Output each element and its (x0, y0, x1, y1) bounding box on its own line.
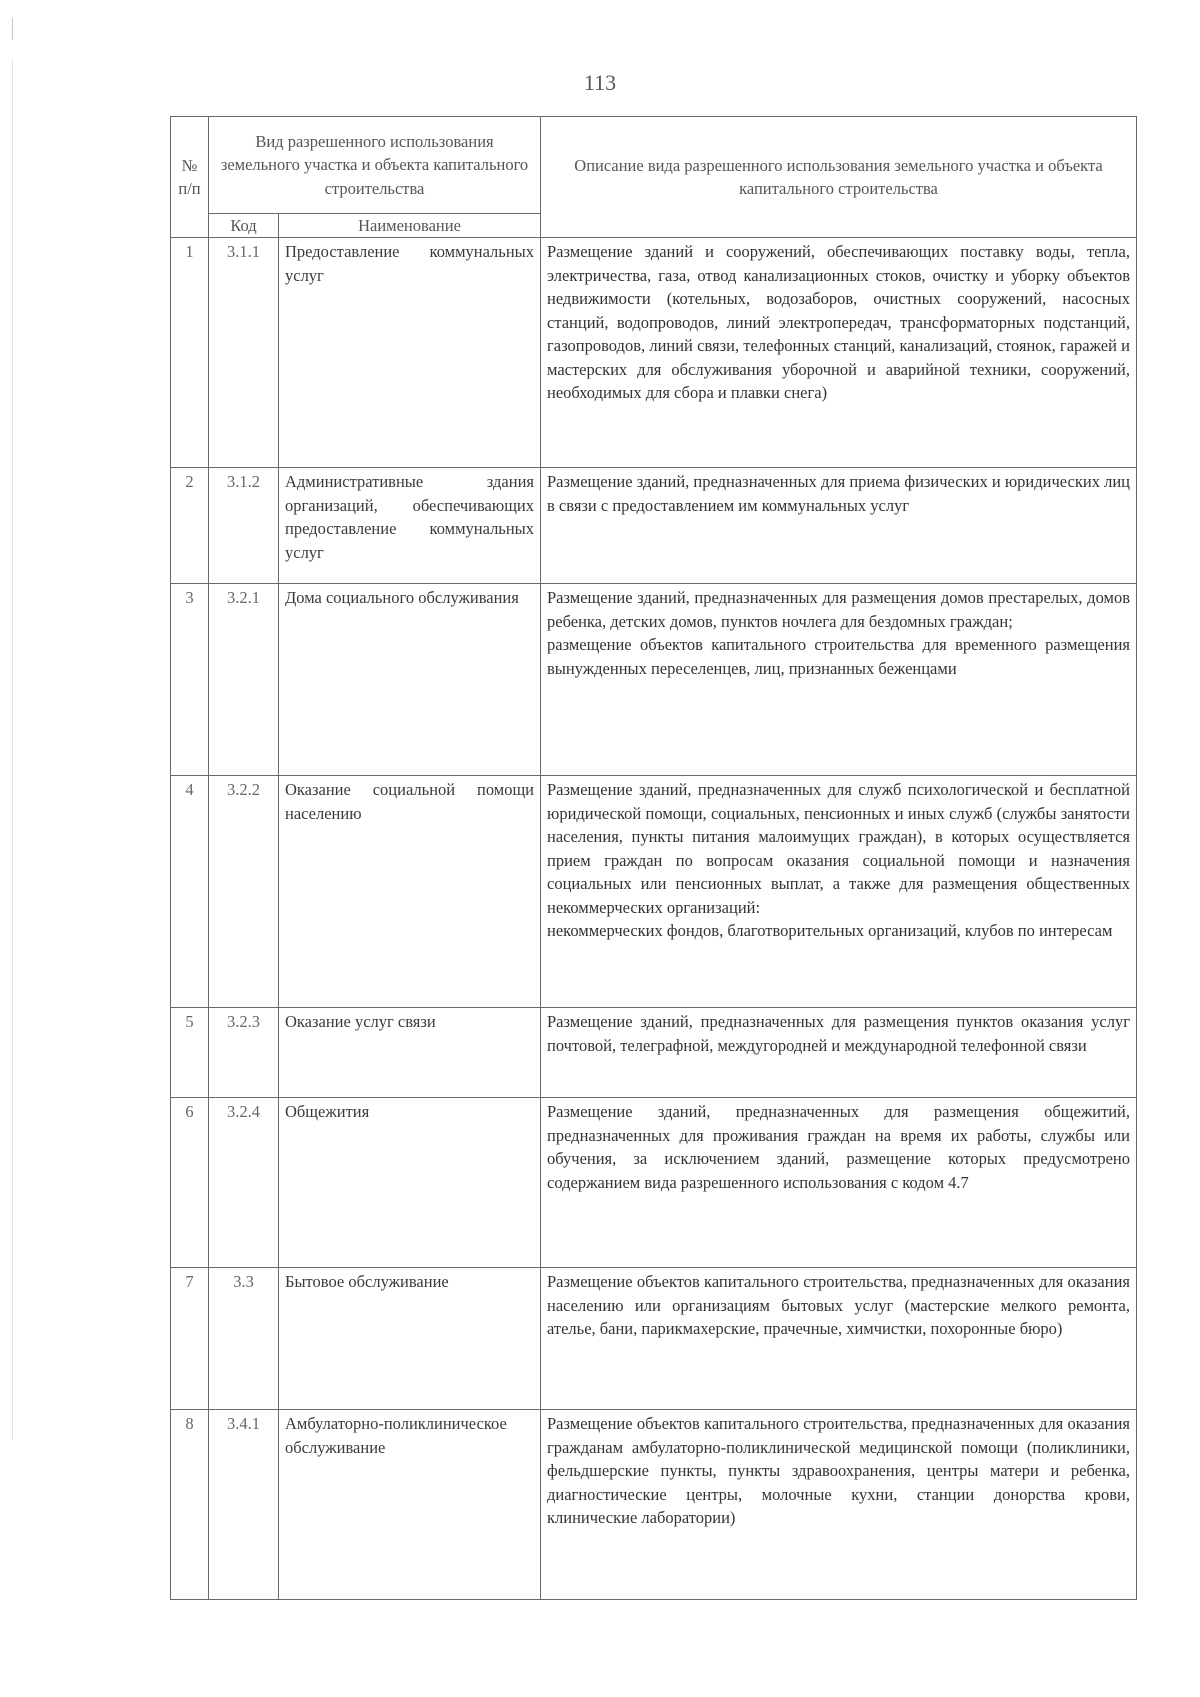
description-paragraph: Размещение зданий, предназначенных для размещения пунктов оказания услуг почтовой, телеграфной, междугородней и международной телефонной связи (547, 1012, 1130, 1055)
row-num: 4 (171, 776, 209, 1008)
row-code: 3.4.1 (209, 1410, 279, 1600)
description-paragraph: Размещение зданий, предназначенных для размещения общежитий, предназначенных для проживания граждан на время их работы, службы или обучения, за исключением зданий, размещение которых предусмотрено содержанием вида разрешенного использования с кодом 4.7 (547, 1102, 1130, 1192)
row-name: Предоставление коммунальных услуг (279, 238, 541, 468)
description-paragraph: Размещение зданий, предназначенных для приема физических и юридических лиц в связи с предоставлением им коммунальных услуг (547, 472, 1130, 515)
row-name: Оказание социальной помощи населению (279, 776, 541, 1008)
row-description (541, 238, 1137, 468)
table-row (171, 1410, 1137, 1600)
page-number: 113 (583, 70, 617, 95)
row-description (541, 468, 1137, 584)
table-header (171, 117, 1137, 238)
row-description (541, 1410, 1137, 1600)
table-row (171, 1098, 1137, 1268)
description-paragraph: Размещение зданий, предназначенных для размещения домов престарелых, домов ребенка, детских домов, пунктов ночлега для бездомных граждан; (547, 588, 1130, 631)
row-description (541, 776, 1137, 1008)
table-row (171, 238, 1137, 468)
description-paragraph: размещение объектов капитального строительства для временного размещения вынужденных переселенцев, лиц, признанных беженцами (547, 635, 1130, 678)
row-num: 8 (171, 1410, 209, 1600)
table-row (171, 468, 1137, 584)
header-description: Описание вида разрешенного использования земельного участка и объекта капитального строительства (541, 117, 1137, 238)
table-row (171, 1268, 1137, 1410)
table-body (171, 238, 1137, 1600)
row-description (541, 1008, 1137, 1098)
table-row (171, 584, 1137, 776)
table-row (171, 776, 1137, 1008)
row-name: Дома социального обслуживания (279, 584, 541, 776)
description-paragraph: Размещение объектов капитального строительства, предназначенных для оказания гражданам амбулаторно-поликлинической медицинской помощи (поликлиники, фельдшерские пункты, пункты здравоохранения, центры матери и ребенка, диагностические центры, молочные кухни, станции донорства крови, клинические лаборатории) (547, 1414, 1130, 1528)
row-name: Оказание услуг связи (279, 1008, 541, 1098)
row-num: 7 (171, 1268, 209, 1410)
header-code: Код (209, 214, 279, 238)
row-name: Общежития (279, 1098, 541, 1268)
row-code: 3.3 (209, 1268, 279, 1410)
scan-edge-mark (12, 18, 13, 40)
header-name: Наименование (279, 214, 541, 238)
row-code: 3.2.3 (209, 1008, 279, 1098)
row-description (541, 1268, 1137, 1410)
row-num: 6 (171, 1098, 209, 1268)
row-description (541, 584, 1137, 776)
header-num: № п/п (171, 117, 209, 238)
description-paragraph: Размещение объектов капитального строительства, предназначенных для оказания населению или организациям бытовых услуг (мастерские мелкого ремонта, ателье, бани, парикмахерские, прачечные, химчистки, похоронные бюро) (547, 1272, 1130, 1339)
row-code: 3.1.2 (209, 468, 279, 584)
row-name: Административные здания организаций, обеспечивающих предоставление коммунальных услуг (279, 468, 541, 584)
header-type-group: Вид разрешенного использования земельного участка и объекта капитального строительства (209, 117, 541, 214)
row-description (541, 1098, 1137, 1268)
row-num: 2 (171, 468, 209, 584)
row-name: Бытовое обслуживание (279, 1268, 541, 1410)
row-name: Амбулаторно-поликлиническое обслуживание (279, 1410, 541, 1600)
description-paragraph: Размещение зданий и сооружений, обеспечивающих поставку воды, тепла, электричества, газа, отвод канализационных стоков, очистку и уборку объектов недвижимости (котельных, водозаборов, очистных сооружений, насосных станций, водопроводов, линий электропередач, трансформаторных подстанций, газопроводов, линий связи, телефонных станций, канализаций, стоянок, гаражей и мастерских для обслуживания уборочной и аварийной техники, сооружений, необходимых для сбора и плавки снега) (547, 242, 1130, 402)
description-paragraph: Размещение зданий, предназначенных для служб психологической и бесплатной юридической помощи, социальных, пенсионных и иных служб (службы занятости населения, пункты питания малоимущих граждан), в которых осуществляется прием граждан по вопросам оказания социальной помощи и назначения социальных или пенсионных выплат, а также для размещения общественных некоммерческих организаций: (547, 780, 1130, 917)
scan-edge-mark (12, 60, 13, 1440)
row-num: 5 (171, 1008, 209, 1098)
description-paragraph: некоммерческих фондов, благотворительных организаций, клубов по интересам (547, 920, 1113, 940)
table-row (171, 1008, 1137, 1098)
row-num: 1 (171, 238, 209, 468)
row-code: 3.2.2 (209, 776, 279, 1008)
land-use-table (170, 116, 1137, 1600)
row-code: 3.1.1 (209, 238, 279, 468)
row-num: 3 (171, 584, 209, 776)
row-code: 3.2.4 (209, 1098, 279, 1268)
row-code: 3.2.1 (209, 584, 279, 776)
